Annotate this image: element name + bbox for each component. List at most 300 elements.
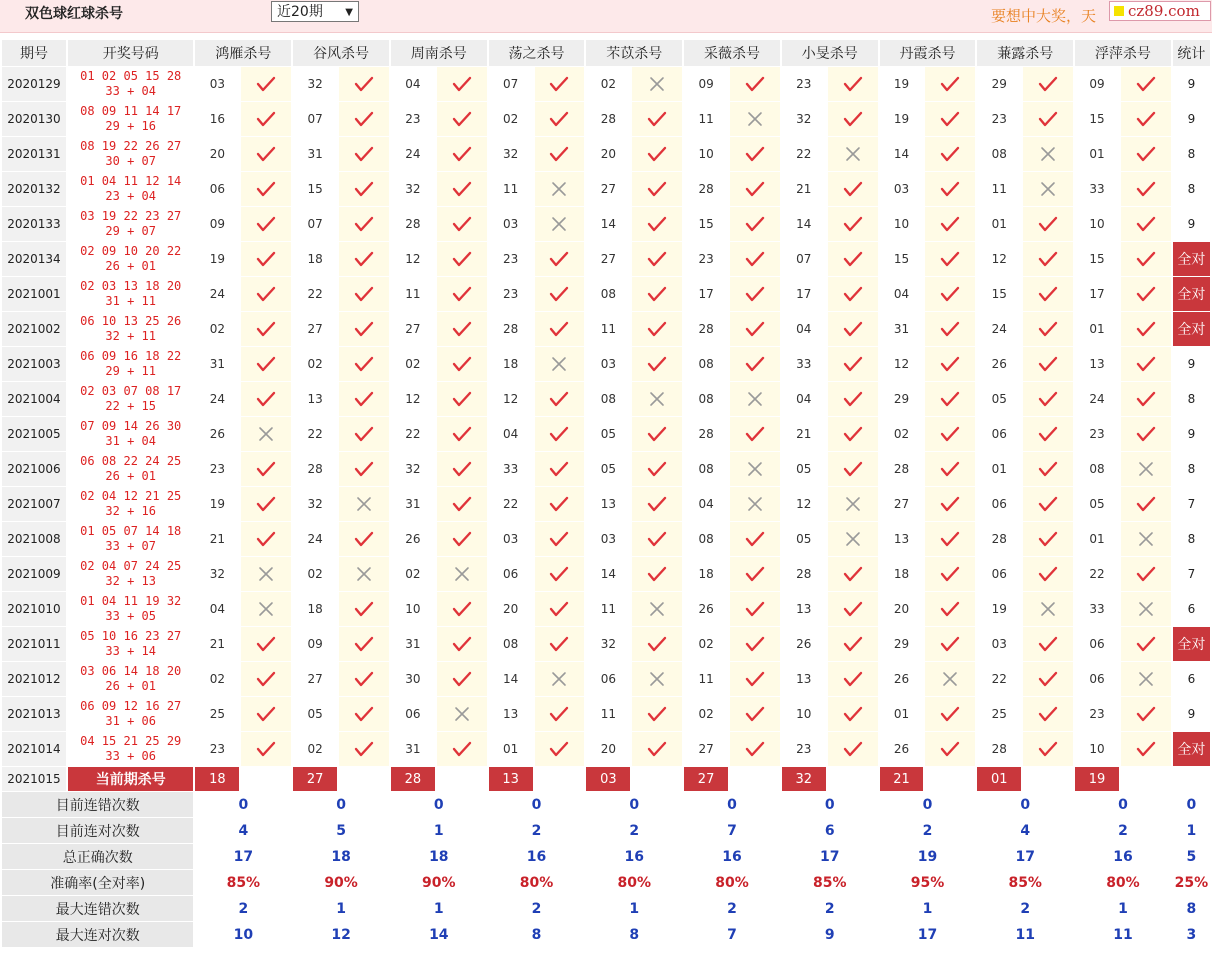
check-icon <box>925 487 975 521</box>
kill-number: 08 <box>600 392 616 406</box>
kill-number: 03 <box>991 637 1007 651</box>
kill-number: 06 <box>991 427 1007 441</box>
summary-value: 10 <box>233 926 254 943</box>
kill-number: 04 <box>796 322 812 336</box>
summary-value: 0 <box>238 796 249 813</box>
check-icon <box>535 102 585 136</box>
kill-number: 06 <box>1089 637 1105 651</box>
check-icon <box>632 732 682 766</box>
summary-value: 1 <box>433 900 444 917</box>
table-row <box>2 697 1210 731</box>
kill-number: 28 <box>405 217 421 231</box>
kill-number: 22 <box>1089 567 1105 581</box>
summary-value: 0 <box>531 796 542 813</box>
summary-value: 6 <box>824 822 835 839</box>
draw-numbers <box>68 452 194 486</box>
cross-icon <box>730 452 780 486</box>
kill-number: 27 <box>307 672 323 686</box>
summary-value: 2 <box>238 900 249 917</box>
cross-icon <box>1121 522 1171 556</box>
current-empty <box>828 767 878 791</box>
current-kill-number: 27 <box>293 767 337 791</box>
cross-icon <box>632 382 682 416</box>
summary-value: 1 <box>433 822 444 839</box>
summary-value: 0 <box>1020 796 1031 813</box>
row-stat: 8 <box>1187 182 1196 196</box>
check-icon <box>1023 452 1073 486</box>
check-icon <box>241 312 291 346</box>
check-icon <box>925 732 975 766</box>
summary-value: 2 <box>727 900 737 917</box>
kill-number: 07 <box>307 112 323 126</box>
cross-icon <box>1023 172 1073 206</box>
table-row <box>2 557 1210 591</box>
kill-number: 03 <box>600 532 616 546</box>
summary-value: 3 <box>1186 926 1197 943</box>
summary-value: 17 <box>917 926 938 943</box>
cross-icon <box>1121 662 1171 696</box>
check-icon <box>828 697 878 731</box>
check-icon <box>632 487 682 521</box>
check-icon <box>241 172 291 206</box>
table-row <box>2 382 1210 416</box>
check-icon <box>632 417 682 451</box>
kill-number: 02 <box>307 357 323 371</box>
kill-number: 28 <box>893 462 910 476</box>
draw-line-2: 31 + 11 <box>105 294 156 308</box>
kill-number: 20 <box>600 742 616 756</box>
summary-value: 2 <box>1020 900 1031 917</box>
summary-value: 1 <box>629 900 640 917</box>
draw-line-2: 31 + 06 <box>105 714 156 728</box>
kill-number: 18 <box>502 357 519 371</box>
check-icon <box>241 382 291 416</box>
draw-numbers <box>68 242 194 276</box>
kill-number: 12 <box>502 392 519 406</box>
check-icon <box>437 487 487 521</box>
kill-number: 23 <box>796 77 812 91</box>
kill-number: 06 <box>991 497 1007 511</box>
kill-number: 15 <box>1089 252 1105 266</box>
check-icon <box>437 347 487 381</box>
draw-numbers <box>68 382 194 416</box>
row-stat: 9 <box>1187 427 1196 441</box>
check-icon <box>1023 277 1073 311</box>
summary-label: 最大连对次数 <box>2 922 193 947</box>
kill-number: 03 <box>502 217 519 231</box>
current-period-row <box>2 767 1210 791</box>
draw-line-2: 33 + 06 <box>105 749 156 763</box>
draw-line-1: 01 05 07 14 18 <box>80 524 182 538</box>
row-stat: 6 <box>1187 672 1196 686</box>
check-icon <box>339 347 389 381</box>
current-empty <box>925 767 975 791</box>
check-icon <box>241 452 291 486</box>
summary-value: 8 <box>1186 900 1197 917</box>
summary-value: 85% <box>812 874 847 891</box>
summary-value: 5 <box>1186 848 1197 865</box>
issue-number: 2021014 <box>2 732 66 766</box>
kill-number: 04 <box>502 427 519 441</box>
row-stat: 全对 <box>1173 242 1210 276</box>
check-icon <box>535 557 585 591</box>
kill-number: 19 <box>893 112 910 126</box>
summary-value: 25% <box>1174 874 1209 891</box>
column-header: 蒹露杀号 <box>977 40 1073 66</box>
top-bar <box>0 0 1212 33</box>
check-icon <box>339 697 389 731</box>
summary-value: 4 <box>238 822 249 839</box>
cross-icon <box>1023 137 1073 171</box>
check-icon <box>1023 242 1073 276</box>
kill-number: 22 <box>502 497 519 511</box>
kill-number: 22 <box>991 672 1007 686</box>
summary-value: 2 <box>1118 822 1128 839</box>
table-row <box>2 172 1210 206</box>
check-icon <box>1121 137 1171 171</box>
issue-number: 2021007 <box>2 487 66 521</box>
summary-value: 11 <box>1015 926 1035 943</box>
kill-number: 11 <box>698 112 714 126</box>
kill-number: 15 <box>1089 112 1105 126</box>
summary-row <box>2 792 1210 817</box>
kill-number: 08 <box>600 287 616 301</box>
issue-number: 2020134 <box>2 242 66 276</box>
check-icon <box>241 137 291 171</box>
check-icon <box>339 102 389 136</box>
check-icon <box>437 67 487 101</box>
check-icon <box>828 732 878 766</box>
check-icon <box>632 557 682 591</box>
kill-number: 03 <box>600 357 616 371</box>
summary-value: 11 <box>1113 926 1133 943</box>
check-icon <box>339 382 389 416</box>
column-header: 丹霞杀号 <box>880 40 976 66</box>
kill-number: 08 <box>698 357 714 371</box>
check-icon <box>925 417 975 451</box>
cross-icon <box>632 67 682 101</box>
summary-label: 目前连错次数 <box>2 792 193 817</box>
kill-number: 26 <box>698 602 714 616</box>
summary-value: 19 <box>917 848 938 865</box>
kill-number: 14 <box>893 147 910 161</box>
draw-line-2: 26 + 01 <box>105 679 156 693</box>
check-icon <box>241 487 291 521</box>
check-icon <box>828 662 878 696</box>
summary-value: 80% <box>617 874 652 891</box>
kill-number: 28 <box>991 742 1007 756</box>
draw-line-1: 03 19 22 23 27 <box>80 209 182 223</box>
draw-line-1: 02 09 10 20 22 <box>80 244 182 258</box>
kill-number: 11 <box>600 322 616 336</box>
summary-value: 85% <box>1008 874 1042 891</box>
kill-number: 01 <box>1089 322 1105 336</box>
kill-number: 27 <box>600 182 616 196</box>
check-icon <box>339 627 389 661</box>
kill-number: 32 <box>405 462 421 476</box>
check-icon <box>1023 382 1073 416</box>
check-icon <box>339 522 389 556</box>
check-icon <box>828 592 878 626</box>
current-kill-number: 32 <box>782 767 826 791</box>
kill-number: 31 <box>405 497 421 511</box>
check-icon <box>730 207 780 241</box>
summary-value: 16 <box>722 848 742 865</box>
check-icon <box>241 732 291 766</box>
kill-number: 01 <box>991 462 1007 476</box>
summary-value: 16 <box>1113 848 1133 865</box>
current-period-label: 当前期杀号 <box>68 767 194 791</box>
column-header: 统计 <box>1173 40 1210 66</box>
cross-icon <box>730 102 780 136</box>
check-icon <box>535 242 585 276</box>
check-icon <box>925 137 975 171</box>
kill-number: 21 <box>209 637 226 651</box>
draw-line-2: 32 + 13 <box>105 574 156 588</box>
kill-number: 01 <box>991 217 1007 231</box>
kill-number: 13 <box>307 392 323 406</box>
check-icon <box>241 627 291 661</box>
kill-number: 26 <box>405 532 421 546</box>
draw-line-1: 07 09 14 26 30 <box>80 419 182 433</box>
draw-line-2: 32 + 16 <box>105 504 156 518</box>
summary-value: 0 <box>727 796 737 813</box>
kill-number: 27 <box>893 497 910 511</box>
table-row <box>2 207 1210 241</box>
kill-number: 12 <box>796 497 812 511</box>
draw-line-1: 01 02 05 15 28 <box>80 69 182 83</box>
check-icon <box>1023 102 1073 136</box>
draw-numbers <box>68 522 194 556</box>
kill-number: 06 <box>1089 672 1105 686</box>
kill-number: 03 <box>893 182 910 196</box>
kill-number: 02 <box>307 567 323 581</box>
cross-icon <box>535 207 585 241</box>
check-icon <box>925 277 975 311</box>
kill-number: 14 <box>600 217 616 231</box>
current-empty <box>339 767 389 791</box>
kill-number: 31 <box>209 357 226 371</box>
table-row <box>2 592 1210 626</box>
kill-number: 12 <box>893 357 910 371</box>
cross-icon <box>1023 592 1073 626</box>
check-icon <box>925 242 975 276</box>
check-icon <box>925 697 975 731</box>
check-icon <box>730 242 780 276</box>
check-icon <box>632 137 682 171</box>
summary-label: 准确率(全对率) <box>2 870 193 895</box>
issue-number: 2021008 <box>2 522 66 556</box>
draw-line-1: 08 19 22 26 27 <box>80 139 182 153</box>
issue-number: 2021003 <box>2 347 66 381</box>
summary-row <box>2 818 1210 843</box>
kill-number: 06 <box>991 567 1007 581</box>
column-header: 开奖号码 <box>68 40 194 66</box>
draw-line-2: 29 + 07 <box>105 224 156 238</box>
draw-numbers <box>68 277 194 311</box>
draw-line-1: 03 06 14 18 20 <box>80 664 182 678</box>
check-icon <box>730 557 780 591</box>
kill-number: 23 <box>502 287 519 301</box>
summary-value: 17 <box>1015 848 1035 865</box>
kill-number: 01 <box>502 742 519 756</box>
kill-number: 24 <box>209 287 226 301</box>
issue-number: 2020132 <box>2 172 66 206</box>
check-icon <box>1121 207 1171 241</box>
cross-icon <box>339 487 389 521</box>
check-icon <box>437 417 487 451</box>
kill-number: 05 <box>307 707 323 721</box>
summary-label: 目前连对次数 <box>2 818 193 843</box>
check-icon <box>241 277 291 311</box>
kill-number: 20 <box>600 147 616 161</box>
draw-line-1: 06 09 16 18 22 <box>80 349 182 363</box>
cross-icon <box>437 557 487 591</box>
row-stat: 9 <box>1187 357 1196 371</box>
kill-number: 23 <box>1089 707 1105 721</box>
draw-line-1: 06 10 13 25 26 <box>80 314 182 328</box>
check-icon <box>535 697 585 731</box>
check-icon <box>339 452 389 486</box>
kill-number: 11 <box>600 602 616 616</box>
kill-number: 25 <box>991 707 1007 721</box>
draw-line-1: 02 03 07 08 17 <box>80 384 182 398</box>
check-icon <box>925 67 975 101</box>
kill-number: 23 <box>991 112 1007 126</box>
summary-value: 2 <box>531 900 542 917</box>
kill-number: 02 <box>600 77 616 91</box>
issue-number: 2021012 <box>2 662 66 696</box>
check-icon <box>925 592 975 626</box>
summary-label: 总正确次数 <box>2 844 193 869</box>
kill-number: 28 <box>698 322 714 336</box>
check-icon <box>535 137 585 171</box>
column-header: 鸿雁杀号 <box>195 40 291 66</box>
promo-text[interactable]: 要想中大奖，天 <box>991 7 1097 25</box>
summary-value: 90% <box>422 874 456 891</box>
kill-number: 05 <box>1089 497 1105 511</box>
check-icon <box>339 592 389 626</box>
check-icon <box>1023 417 1073 451</box>
column-header: 期号 <box>2 40 66 66</box>
kill-number: 26 <box>893 742 910 756</box>
row-stat: 7 <box>1187 567 1196 581</box>
period-select-value: 近20期 <box>277 4 323 20</box>
check-icon <box>925 382 975 416</box>
kill-number: 14 <box>600 567 616 581</box>
summary-value: 80% <box>1106 874 1140 891</box>
issue-number: 2021005 <box>2 417 66 451</box>
current-empty <box>241 767 291 791</box>
check-icon <box>1023 207 1073 241</box>
kill-number: 11 <box>991 182 1007 196</box>
kill-number: 08 <box>698 392 714 406</box>
kill-number: 12 <box>991 252 1007 266</box>
current-empty <box>1121 767 1171 791</box>
draw-line-2: 29 + 11 <box>105 364 156 378</box>
kill-number: 28 <box>991 532 1007 546</box>
check-icon <box>828 382 878 416</box>
check-icon <box>925 557 975 591</box>
kill-number: 02 <box>405 567 421 581</box>
summary-value: 2 <box>531 822 542 839</box>
kill-number: 29 <box>893 637 910 651</box>
draw-line-1: 08 09 11 14 17 <box>80 104 182 118</box>
check-icon <box>339 277 389 311</box>
column-header: 芣苡杀号 <box>586 40 682 66</box>
check-icon <box>632 697 682 731</box>
kill-number: 22 <box>307 427 323 441</box>
check-icon <box>437 242 487 276</box>
check-icon <box>241 697 291 731</box>
summary-value: 1 <box>336 900 346 917</box>
kill-number: 04 <box>405 77 421 91</box>
cross-icon <box>535 172 585 206</box>
check-icon <box>730 592 780 626</box>
table-row <box>2 452 1210 486</box>
column-header: 周南杀号 <box>391 40 487 66</box>
column-header: 谷风杀号 <box>293 40 389 66</box>
kill-number: 32 <box>405 182 421 196</box>
issue-number: 2021006 <box>2 452 66 486</box>
check-icon <box>241 67 291 101</box>
check-icon <box>632 627 682 661</box>
site-badge[interactable] <box>1109 1 1211 21</box>
kill-number: 28 <box>698 182 714 196</box>
check-icon <box>437 522 487 556</box>
kill-number: 33 <box>1089 602 1105 616</box>
kill-number: 18 <box>307 602 323 616</box>
kill-number: 02 <box>502 112 519 126</box>
summary-value: 4 <box>1020 822 1031 839</box>
cross-icon <box>632 662 682 696</box>
check-icon <box>925 102 975 136</box>
issue-number: 2020129 <box>2 67 66 101</box>
summary-value: 0 <box>922 796 933 813</box>
table-row <box>2 522 1210 556</box>
summary-value: 16 <box>526 848 547 865</box>
row-stat: 6 <box>1187 602 1196 616</box>
cross-icon <box>1121 452 1171 486</box>
issue-number: 2020131 <box>2 137 66 171</box>
period-select[interactable] <box>271 1 359 22</box>
summary-value: 1 <box>922 900 933 917</box>
kill-number: 05 <box>600 462 616 476</box>
kill-number: 29 <box>893 392 910 406</box>
row-stat: 8 <box>1187 532 1196 546</box>
kill-number: 32 <box>307 77 323 91</box>
draw-numbers <box>68 487 194 521</box>
check-icon <box>339 172 389 206</box>
row-stat: 8 <box>1187 147 1196 161</box>
row-stat: 全对 <box>1173 732 1210 766</box>
kill-number: 12 <box>405 392 421 406</box>
check-icon <box>925 452 975 486</box>
kill-number: 06 <box>600 672 616 686</box>
kill-number: 01 <box>893 707 910 721</box>
table-row <box>2 102 1210 136</box>
draw-line-1: 01 04 11 12 14 <box>80 174 182 188</box>
kill-number: 22 <box>307 287 323 301</box>
summary-value: 0 <box>1186 796 1197 813</box>
kill-number: 10 <box>1089 742 1105 756</box>
kill-number: 09 <box>209 217 226 231</box>
check-icon <box>632 312 682 346</box>
kill-number: 17 <box>698 287 714 301</box>
draw-line-2: 26 + 01 <box>105 469 156 483</box>
draw-numbers <box>68 417 194 451</box>
kill-number: 15 <box>893 252 910 266</box>
